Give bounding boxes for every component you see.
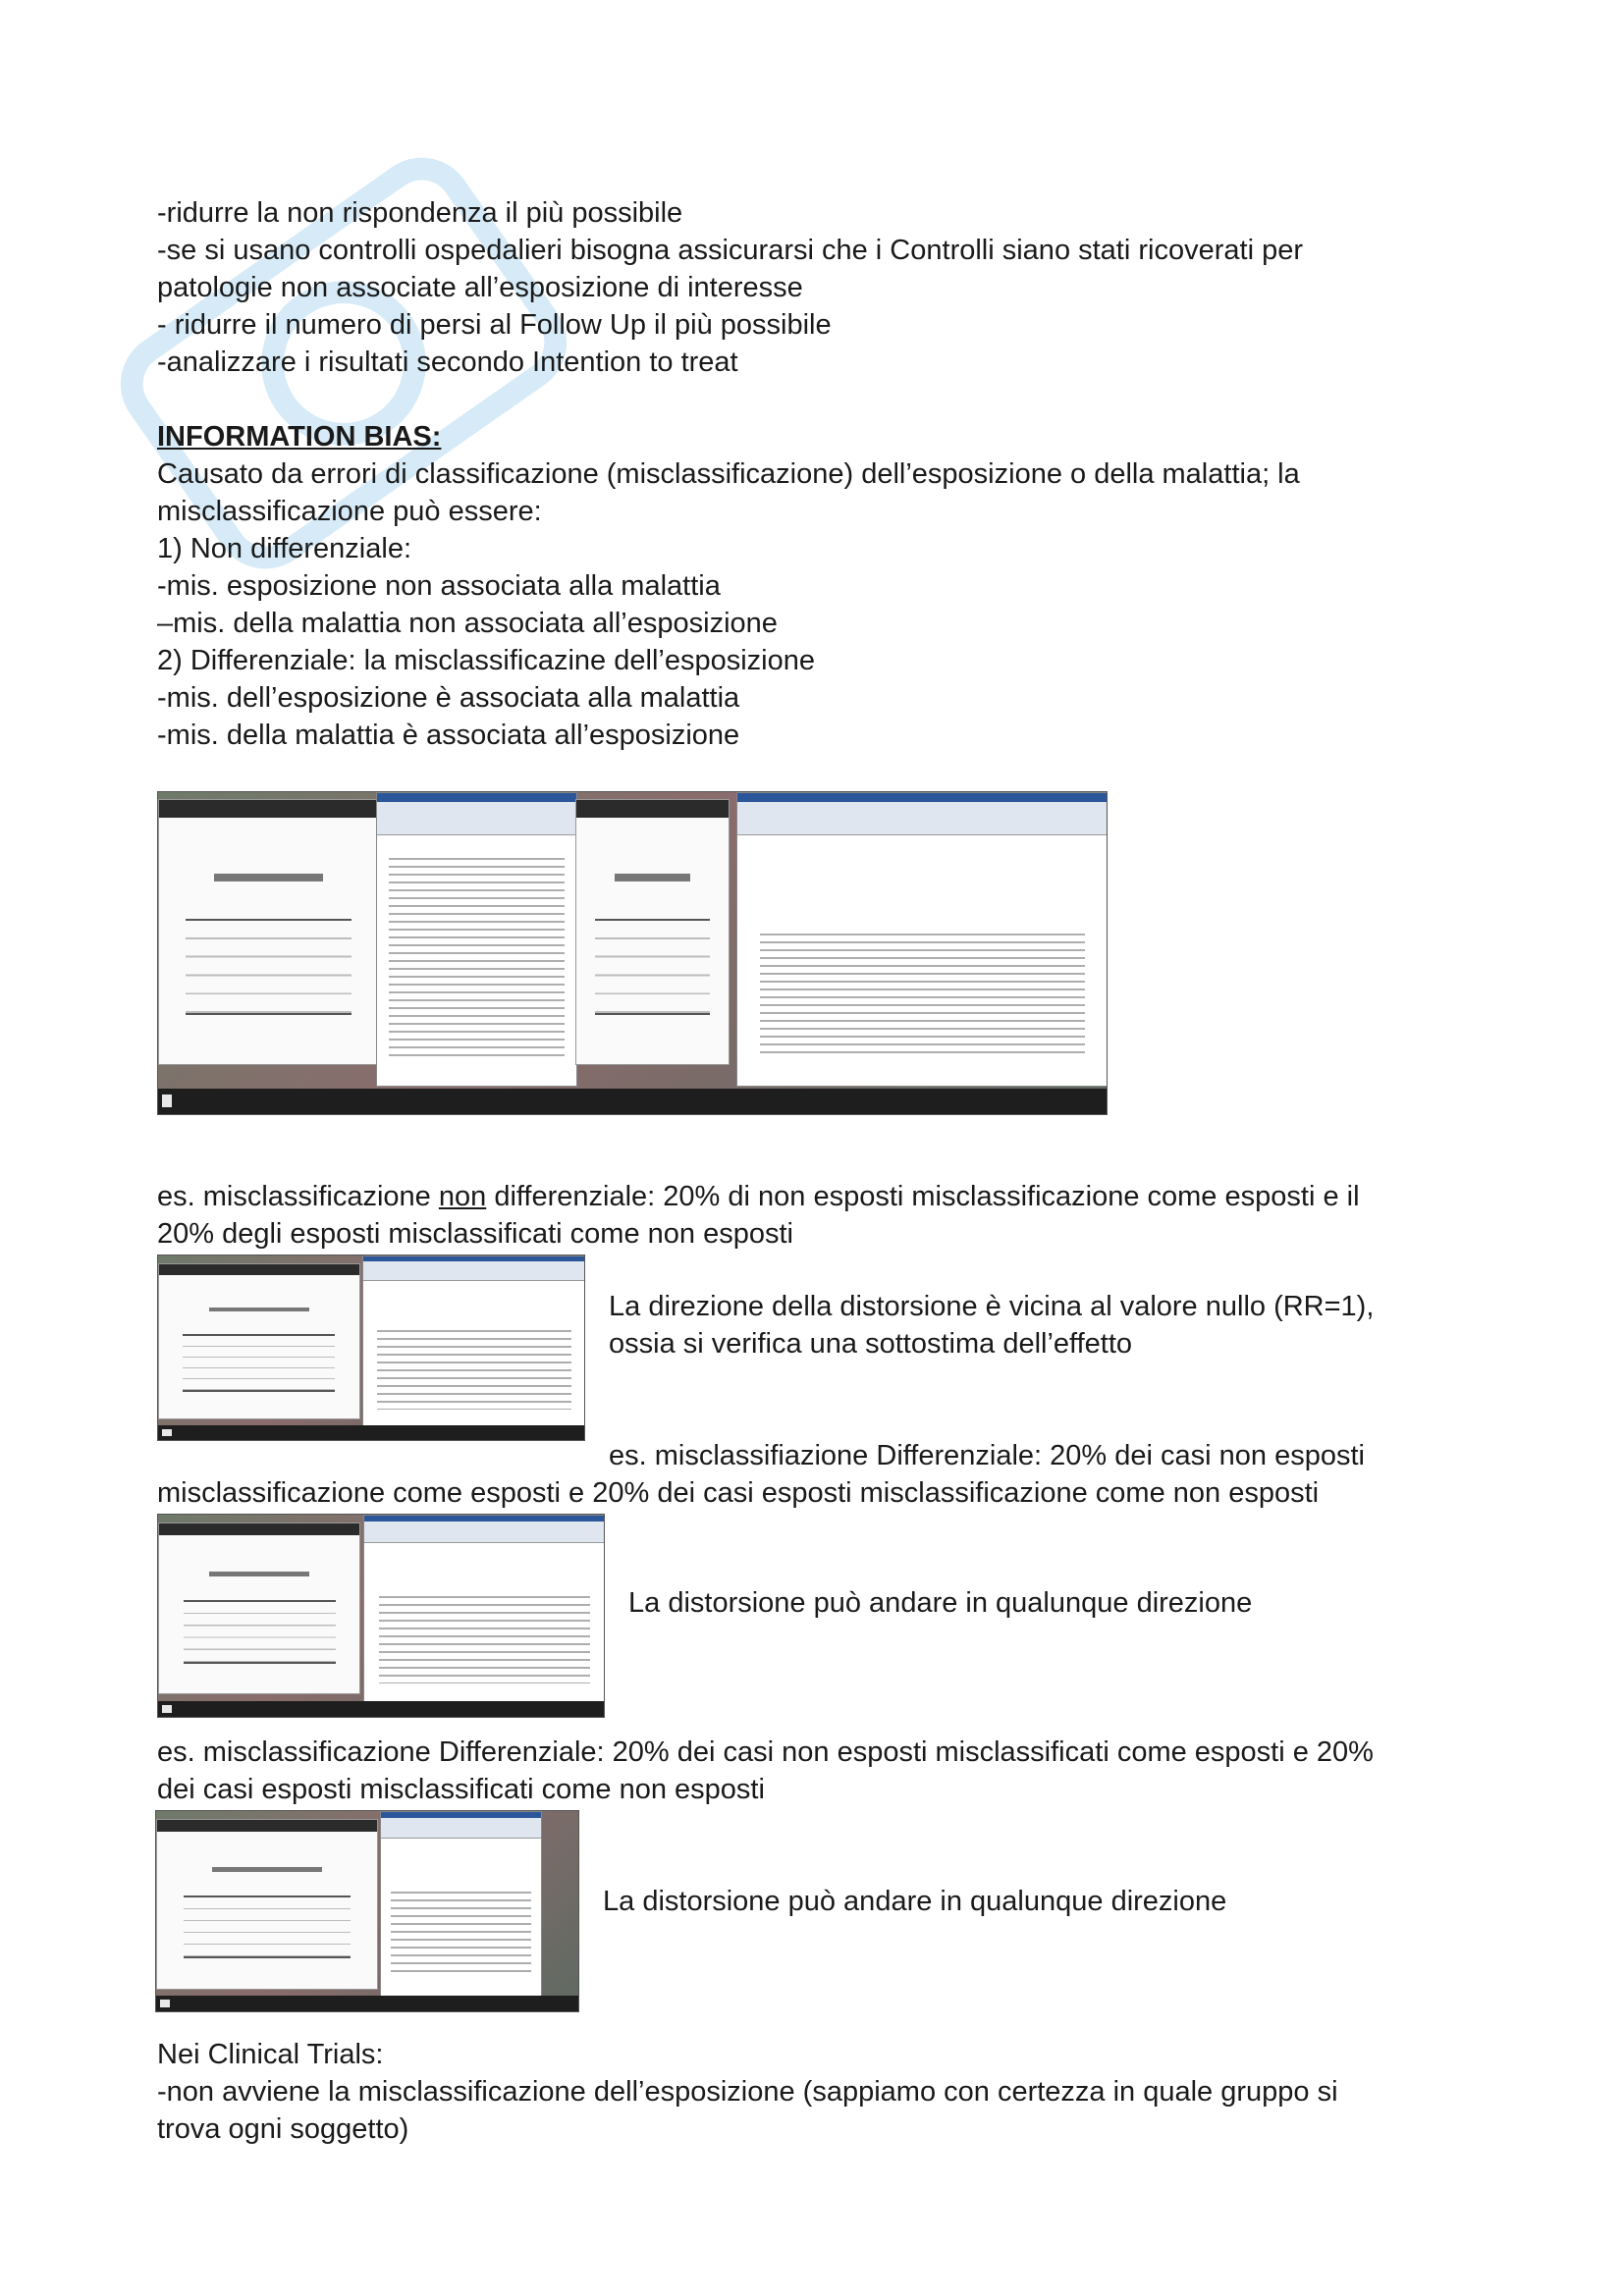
caption-text: ossia si verifica una sottostima dell’effetto xyxy=(609,1328,1133,1360)
screenshot-image xyxy=(155,1810,579,2012)
text-line: Nei Clinical Trials: xyxy=(157,2039,384,2070)
caption-text: La direzione della distorsione è vicina al valore nullo (RR=1), xyxy=(609,1291,1375,1322)
text-line: trova ogni soggetto) xyxy=(157,2113,409,2145)
text-line: -analizzare i risultati secondo Intention to treat xyxy=(157,347,738,378)
caption-text: La distorsione può andare in qualunque direzione xyxy=(603,1886,1227,1917)
caption-text: La distorsione può andare in qualunque direzione xyxy=(628,1587,1253,1619)
example-text: 20% degli esposti misclassificati come non esposti xyxy=(157,1218,793,1250)
text-line: patologie non associate all’esposizione di interesse xyxy=(157,272,803,303)
text-line: - ridurre il numero di persi al Follow Up il più possibile xyxy=(157,309,832,341)
text-line: -se si usano controlli ospedalieri bisogna assicurarsi che i Controlli siano stati ricoverati per xyxy=(157,235,1303,266)
text-line: -ridurre la non rispondenza il più possibile xyxy=(157,197,683,229)
text-line: -mis. esposizione non associata alla malattia xyxy=(157,570,721,602)
screenshot-image xyxy=(157,1514,605,1718)
example-text: es. misclassificazione non differenziale: 20% di non esposti misclassificazione come esposti e il xyxy=(157,1181,1360,1212)
text-line: Causato da errori di classificazione (misclassificazione) dell’esposizione o della malattia; la xyxy=(157,458,1300,490)
section-heading: INFORMATION BIAS: xyxy=(157,421,442,453)
text-line: misclassificazione può essere: xyxy=(157,496,542,527)
screenshot-image xyxy=(157,791,1108,1115)
example-text: es. misclassificazione Differenziale: 20% dei casi non esposti misclassificati come esposti e 20% xyxy=(157,1736,1374,1768)
text-line: -mis. della malattia è associata all’esposizione xyxy=(157,720,740,751)
text-line: 1) Non differenziale: xyxy=(157,533,412,564)
example-text: misclassificazione come esposti e 20% dei casi esposti misclassificazione come non esposti xyxy=(157,1477,1320,1509)
text-line: 2) Differenziale: la misclassificazine dell’esposizione xyxy=(157,645,815,676)
example-text: es. misclassifiazione Differenziale: 20% dei casi non esposti xyxy=(609,1440,1365,1471)
text-line: –mis. della malattia non associata all’esposizione xyxy=(157,608,778,639)
text-line: -mis. dell’esposizione è associata alla malattia xyxy=(157,682,740,714)
screenshot-image xyxy=(157,1255,585,1441)
example-text: dei casi esposti misclassificati come non esposti xyxy=(157,1774,765,1805)
text-line: -non avviene la misclassificazione dell’esposizione (sappiamo con certezza in quale gruppo si xyxy=(157,2076,1338,2108)
